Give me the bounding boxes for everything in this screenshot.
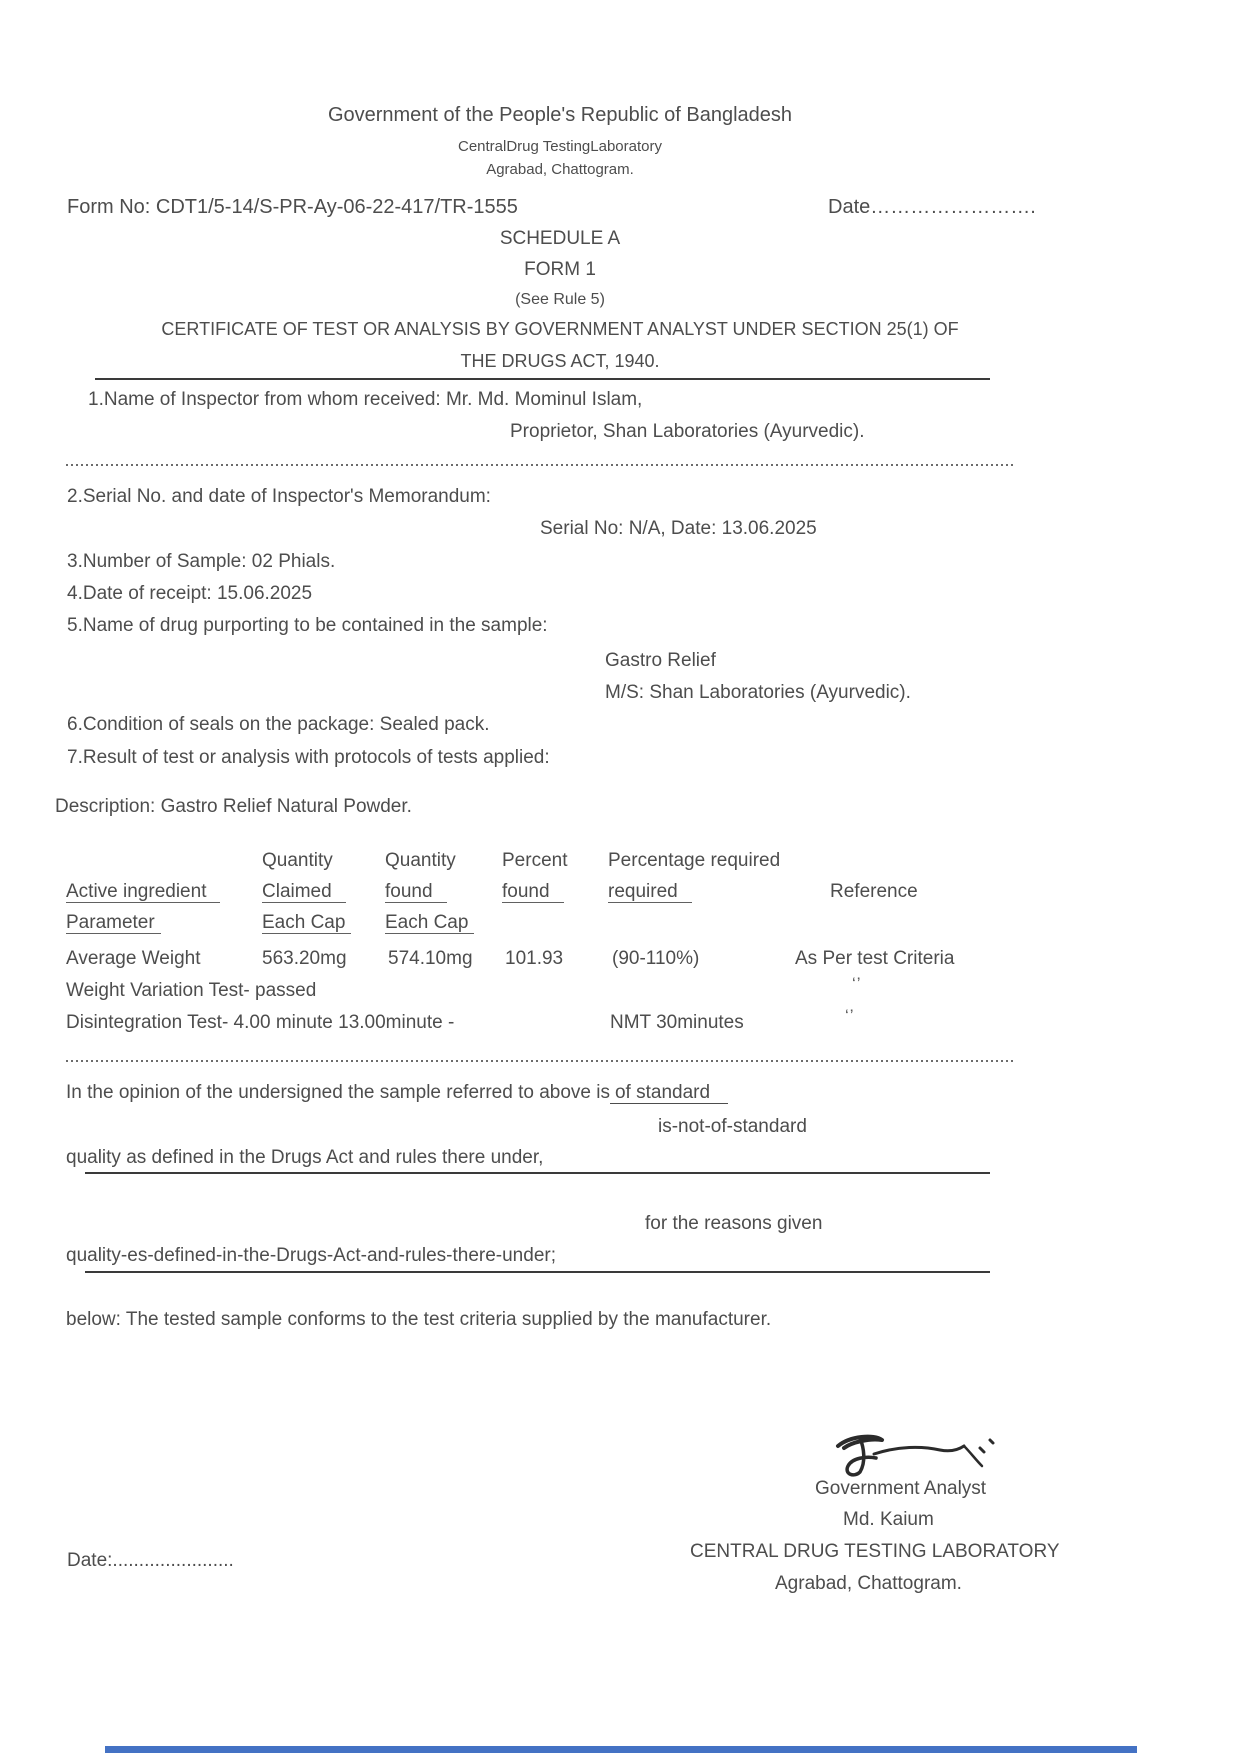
title-underline bbox=[95, 378, 990, 380]
signature-name: Md. Kaium bbox=[843, 1509, 934, 1530]
schedule-title: SCHEDULE A bbox=[499, 228, 621, 249]
gov-title: Government of the People's Republic of Bangladesh bbox=[327, 104, 793, 126]
opinion-line1-prefix: In the opinion of the undersigned the sample referred to above is bbox=[66, 1082, 610, 1103]
header-date-dots: Date……………………. bbox=[828, 196, 1036, 218]
table-header-each-cap-found: Each Cap bbox=[385, 912, 474, 934]
item-1: 1.Name of Inspector from whom received: Mr. Md. Mominul Islam, bbox=[88, 389, 643, 410]
row-average-weight-percent: 101.93 bbox=[505, 948, 564, 969]
opinion-line3: quality-es-defined-in-the-Drugs-Act-and-rules-there-under; bbox=[66, 1245, 556, 1266]
item-2: 2.Serial No. and date of Inspector's Memorandum: bbox=[67, 486, 491, 507]
dotted-separator-2 bbox=[66, 1060, 1016, 1062]
opinion-reasons: for the reasons given bbox=[645, 1213, 823, 1234]
table-header-claimed: Claimed bbox=[262, 881, 346, 903]
opinion-rule-1 bbox=[85, 1172, 990, 1174]
row-average-weight-required: (90-110%) bbox=[612, 948, 700, 969]
item-1b: Proprietor, Shan Laboratories (Ayurvedic). bbox=[510, 421, 865, 442]
see-rule: (See Rule 5) bbox=[515, 291, 605, 308]
certificate-title-line1: CERTIFICATE OF TEST OR ANALYSIS BY GOVERNMENT ANALYST UNDER SECTION 25(1) OF bbox=[161, 319, 959, 339]
row-average-weight-param: Average Weight bbox=[66, 948, 201, 969]
item-4: 4.Date of receipt: 15.06.2025 bbox=[67, 583, 313, 604]
item-5: 5.Name of drug purporting to be contained in the sample: bbox=[67, 615, 548, 636]
footer-date-dots: Date:....................... bbox=[67, 1550, 234, 1571]
table-header-required: required bbox=[608, 881, 692, 903]
opinion-is-not-of-standard: is-not-of-standard bbox=[658, 1116, 807, 1137]
signature-address: Agrabad, Chattogram. bbox=[775, 1573, 962, 1594]
table-header-quantity-claimed-1: Quantity bbox=[262, 850, 333, 871]
item-7: 7.Result of test or analysis with protocols of tests applied: bbox=[67, 747, 550, 768]
opinion-line2: quality as defined in the Drugs Act and rules there under, bbox=[66, 1147, 544, 1168]
table-header-percentage-required-1: Percentage required bbox=[608, 850, 781, 871]
certificate-title-line2: THE DRUGS ACT, 1940. bbox=[460, 351, 660, 371]
row-disintegration-param: Disintegration Test- 4.00 minute 13.00minute - bbox=[66, 1012, 455, 1033]
table-header-each-cap-claimed: Each Cap bbox=[262, 912, 351, 934]
table-header-found-qty: found bbox=[385, 881, 447, 903]
table-header-percent-1: Percent bbox=[502, 850, 568, 871]
form-no: Form No: CDT1/5-14/S-PR-Ay-06-22-417/TR-1555 bbox=[67, 196, 518, 218]
signature-title: Government Analyst bbox=[815, 1478, 987, 1499]
form-title: FORM 1 bbox=[524, 259, 596, 280]
table-header-found-pct: found bbox=[502, 881, 564, 903]
row-average-weight-found: 574.10mg bbox=[388, 948, 473, 969]
table-header-active-ingredient: Active ingredient bbox=[66, 881, 220, 903]
bottom-blue-bar bbox=[105, 1746, 1137, 1753]
row-average-weight-reference: As Per test Criteria bbox=[795, 948, 955, 969]
dotted-separator-1 bbox=[66, 464, 1016, 466]
description-line: Description: Gastro Relief Natural Powder. bbox=[55, 796, 412, 817]
item-5c: M/S: Shan Laboratories (Ayurvedic). bbox=[605, 682, 911, 703]
row-average-weight-claimed: 563.20mg bbox=[262, 948, 347, 969]
row-disintegration-required: NMT 30minutes bbox=[610, 1012, 744, 1033]
opinion-rule-2 bbox=[85, 1271, 990, 1273]
table-header-quantity-found-1: Quantity bbox=[385, 850, 456, 871]
opinion-of-standard: of standard bbox=[610, 1082, 728, 1104]
row-weight-variation-param: Weight Variation Test- passed bbox=[66, 980, 317, 1001]
table-header-reference: Reference bbox=[830, 881, 918, 902]
row-weight-variation-reference-ditto: ‘’ bbox=[852, 974, 862, 993]
item-5b: Gastro Relief bbox=[605, 650, 716, 671]
lab-address: Agrabad, Chattogram. bbox=[486, 161, 634, 178]
item-2b: Serial No: N/A, Date: 13.06.2025 bbox=[540, 518, 817, 539]
signature-org: CENTRAL DRUG TESTING LABORATORY bbox=[690, 1541, 1060, 1562]
item-6: 6.Condition of seals on the package: Sealed pack. bbox=[67, 714, 490, 735]
lab-title: CentralDrug TestingLaboratory bbox=[457, 138, 662, 155]
opinion-below-line: below: The tested sample conforms to the test criteria supplied by the manufacturer. bbox=[66, 1309, 772, 1330]
row-disintegration-reference-ditto: ‘’ bbox=[845, 1006, 855, 1025]
item-3: 3.Number of Sample: 02 Phials. bbox=[67, 551, 336, 572]
table-header-parameter: Parameter bbox=[66, 912, 161, 934]
